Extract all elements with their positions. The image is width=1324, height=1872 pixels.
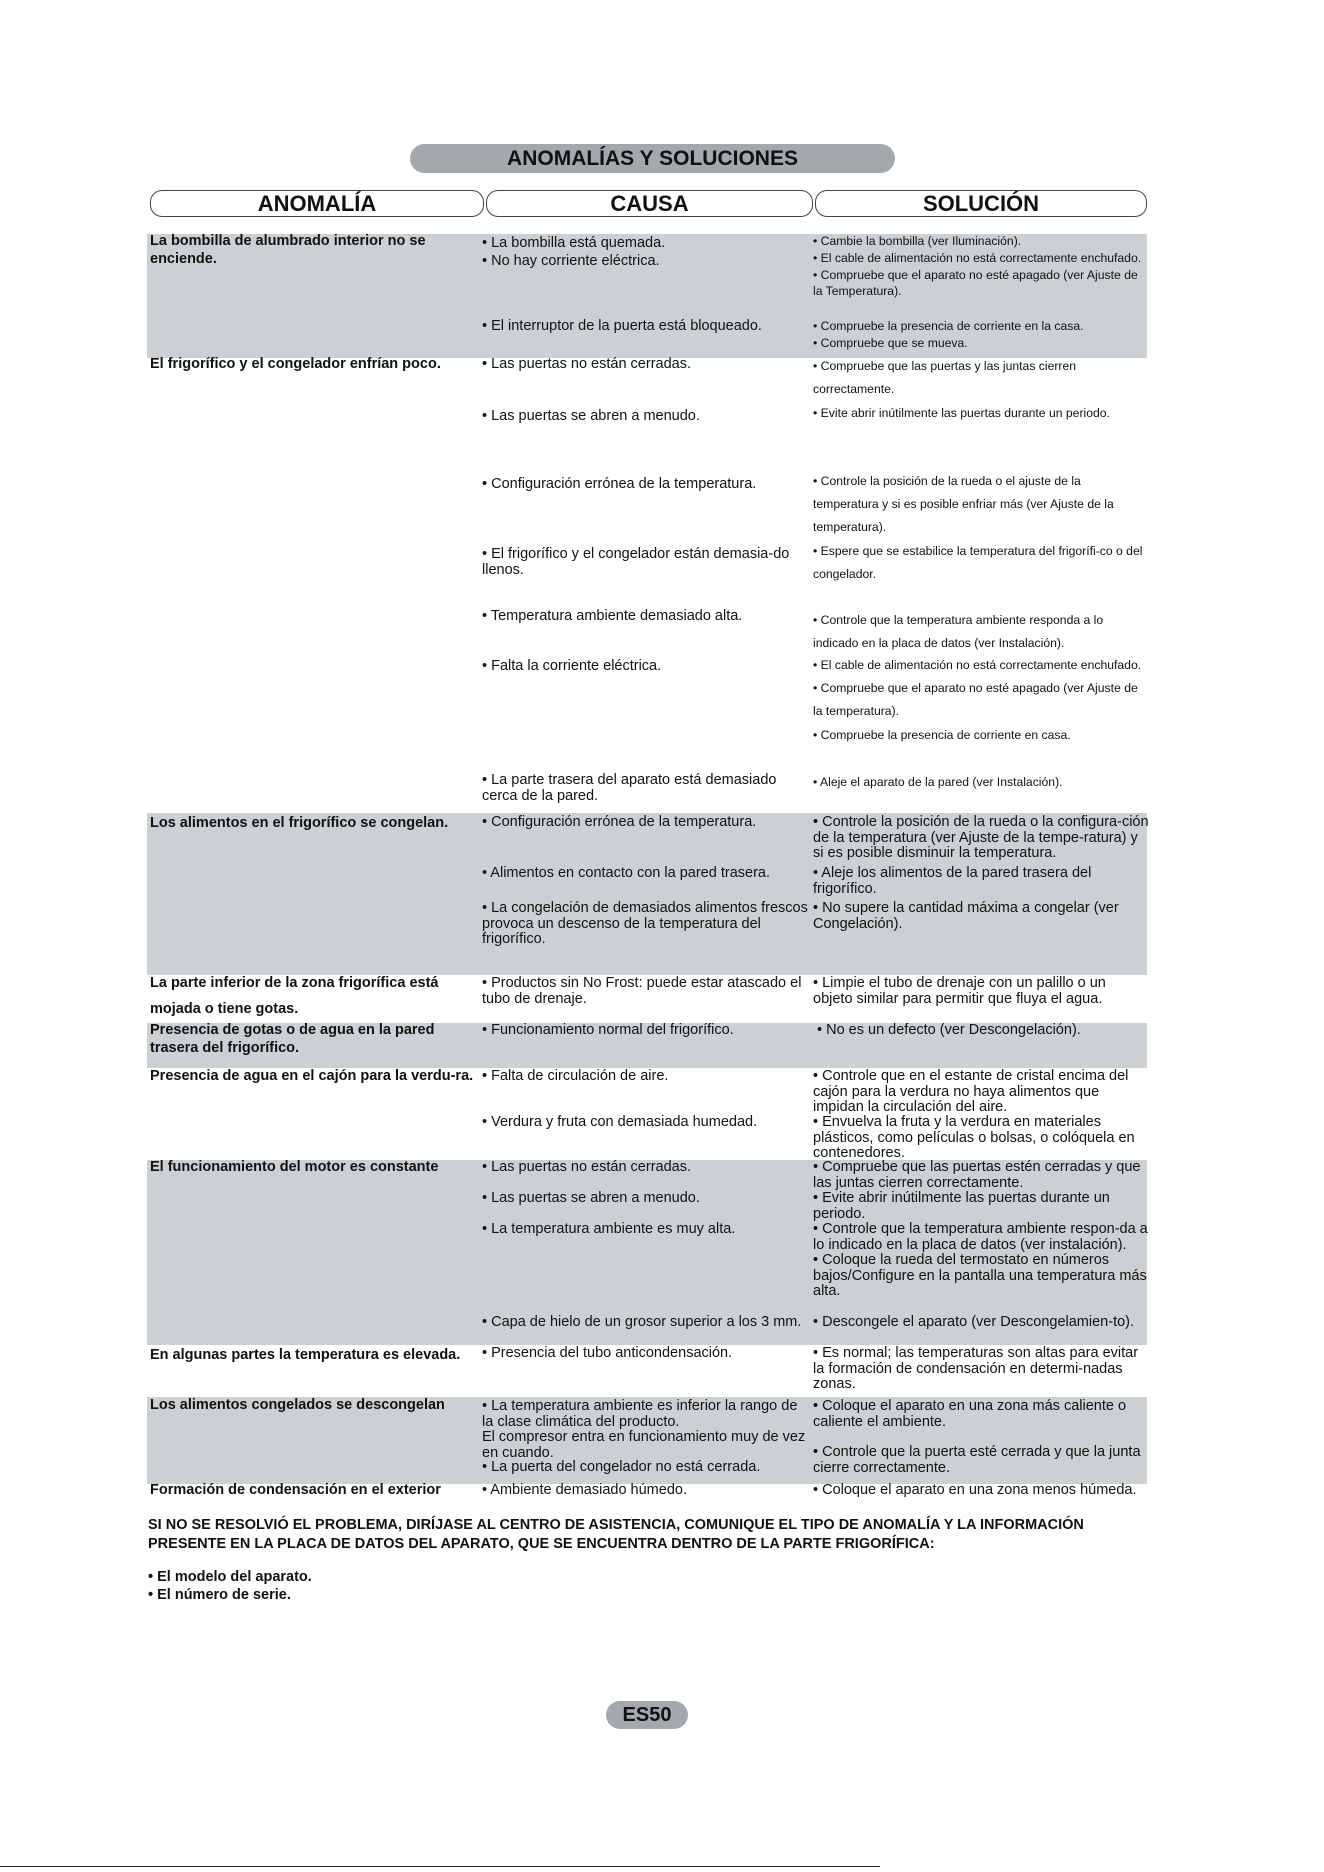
solution-text: • Coloque el aparato en una zona más caliente o caliente el ambiente.	[813, 1398, 1127, 1430]
cause-text: • Las puertas se abren a menudo.	[482, 408, 700, 424]
solution-text: • Aleje los alimentos de la pared trasera del frigorífico.	[813, 865, 1092, 897]
page-bottom-rule	[0, 1866, 880, 1867]
header-anomalia: ANOMALÍA	[150, 190, 484, 217]
service-info-list	[148, 1568, 748, 1604]
cause-text: • Las puertas se abren a menudo.	[482, 1190, 700, 1206]
anomaly-motor-constant: El funcionamiento del motor es constante	[150, 1159, 439, 1175]
page-number: ES50	[606, 1701, 688, 1729]
solution-text: • Controle que la temperatura ambiente responda a lo indicado en la placa de datos (ver Instalación).	[813, 613, 1104, 651]
solution-text: • El cable de alimentación no está correctamente enchufado. • Compruebe que el aparato no esté apagado (ver Ajuste de la temperatura). • Compruebe la presencia de corriente en casa.	[813, 658, 1142, 742]
cause-text: • Alimentos en contacto con la pared trasera.	[482, 865, 770, 881]
solution-text: • Controle que la puerta esté cerrada y que la junta cierre correctamente.	[813, 1444, 1141, 1476]
cause-text: • Ambiente demasiado húmedo.	[482, 1482, 687, 1498]
solution-text: • Descongele el aparato (ver Descongelamien-to).	[813, 1314, 1135, 1330]
cause-text: • Configuración errónea de la temperatura.	[482, 476, 757, 492]
solution-text: • No supere la cantidad máxima a congelar (ver Congelación).	[813, 900, 1119, 932]
cause-text: • La congelación de demasiados alimentos frescos provoca un descenso de la temperatura del frigorífico.	[482, 900, 808, 947]
service-note: SI NO SE RESOLVIÓ EL PROBLEMA, DIRÍJASE AL CENTRO DE ASISTENCIA, COMUNIQUE EL TIPO DE ANOMALÍA Y LA INFORMACIÓN PRESENTE EN LA PLACA DE DATOS DEL APARATO, QUE SE ENCUENTRA DENTRO DE LA PARTE FRIGORÍFICA:	[148, 1517, 1084, 1552]
list-item: • El modelo del aparato.	[148, 1569, 312, 1585]
solution-text: • Limpie el tubo de drenaje con un palillo o un objeto similar para permitir que fluya el agua.	[813, 975, 1106, 1007]
anomaly-high-temperature-zones: En algunas partes la temperatura es elevada.	[150, 1347, 461, 1363]
cause-text: • El frigorífico y el congelador están demasia-do llenos.	[482, 546, 790, 578]
cause-text: • Verdura y fruta con demasiada humedad.	[482, 1114, 758, 1130]
cause-text: • Las puertas no están cerradas.	[482, 1159, 692, 1175]
solution-text: • Controle que en el estante de cristal encima del cajón para la verdura no haya alimentos que impidan la circulación del aire.	[813, 1068, 1129, 1115]
cause-text: • La temperatura ambiente es muy alta.	[482, 1221, 736, 1237]
list-item: • El número de serie.	[148, 1587, 291, 1603]
cause-text: • La puerta del congelador no está cerrada.	[482, 1459, 761, 1475]
anomaly-external-condensation: Formación de condensación en el exterior	[150, 1482, 441, 1498]
solution-text: • No es un defecto (ver Descongelación).	[817, 1022, 1081, 1038]
cause-text: • La parte trasera del aparato está demasiado cerca de la pared.	[482, 772, 777, 804]
cause-text: • El interruptor de la puerta está bloqueado.	[482, 318, 762, 334]
anomaly-food-freezes: Los alimentos en el frigorífico se congelan.	[150, 815, 449, 831]
cause-text: • Temperatura ambiente demasiado alta.	[482, 608, 743, 624]
cause-text: • Capa de hielo de un grosor superior a los 3 mm.	[482, 1314, 802, 1330]
solution-text: • Compruebe que las puertas estén cerradas y que las juntas cierren correctamente.	[813, 1159, 1141, 1191]
solution-text: • Es normal; las temperaturas son altas para evitar la formación de condensación en determi-nadas zonas.	[813, 1345, 1139, 1392]
header-solucion: SOLUCIÓN	[815, 190, 1147, 217]
cause-text: • Configuración errónea de la temperatura.	[482, 814, 757, 830]
anomaly-frozen-food-thaws: Los alimentos congelados se descongelan	[150, 1397, 445, 1413]
solution-text: • Controle la posición de la rueda o la configura-ción de la temperatura (ver Ajuste de la tempe-ratura) y si es posible disminuir la temperatura.	[813, 814, 1149, 861]
anomaly-water-back-wall: Presencia de gotas o de agua en la pared trasera del frigorífico.	[150, 1022, 435, 1056]
cause-text: • La bombilla está quemada. • No hay corriente eléctrica.	[482, 235, 666, 269]
anomaly-bulb: La bombilla de alumbrado interior no se enciende.	[150, 233, 426, 267]
solution-text: • Aleje el aparato de la pared (ver Instalación).	[813, 775, 1063, 789]
page-title: ANOMALÍAS Y SOLUCIONES	[410, 144, 895, 173]
solution-text: • Controle la posición de la rueda o el ajuste de la temperatura y si es posible enfriar más (ver Ajuste de la temperatura).	[813, 474, 1114, 535]
anomaly-wet-bottom: La parte inferior de la zona frigorífica está	[150, 975, 439, 991]
cause-text: • Funcionamiento normal del frigorífico.	[482, 1022, 734, 1038]
solution-text: • Evite abrir inútilmente las puertas durante un periodo.	[813, 1190, 1110, 1222]
header-causa: CAUSA	[486, 190, 813, 217]
cause-text: • La temperatura ambiente es inferior la rango de la clase climática del producto. El compresor entra en funcionamiento muy de vez en cuando.	[482, 1398, 806, 1461]
cause-text: • Las puertas no están cerradas.	[482, 356, 692, 372]
cause-text: • Productos sin No Frost: puede estar atascado el tubo de drenaje.	[482, 975, 802, 1007]
solution-text: • Evite abrir inútilmente las puertas durante un periodo.	[813, 406, 1110, 420]
solution-text: • Coloque el aparato en una zona menos húmeda.	[813, 1482, 1137, 1498]
anomaly-water-vegetable-drawer: Presencia de agua en el cajón para la verdu-ra.	[150, 1068, 474, 1084]
solution-text: • Compruebe la presencia de corriente en la casa. • Compruebe que se mueva.	[813, 319, 1084, 350]
cause-text: • Presencia del tubo anticondensación.	[482, 1345, 733, 1361]
solution-text: • Controle que la temperatura ambiente respon-da a lo indicado en la placa de datos (ver instalación). • Coloque la rueda del termostato en números bajos/Configure en la pantalla una temperatura más alta.	[813, 1221, 1148, 1299]
anomaly-poor-cooling: El frigorífico y el congelador enfrían poco.	[150, 356, 441, 372]
solution-text: • Envuelva la fruta y la verdura en materiales plásticos, como películas o bolsas, o colóquela en contenedores.	[813, 1114, 1135, 1161]
anomaly-wet-bottom-line2: mojada o tiene gotas.	[150, 1001, 299, 1017]
solution-text: • Cambie la bombilla (ver Iluminación). • El cable de alimentación no está correctamente enchufado. • Compruebe que el aparato no esté apagado (ver Ajuste de la Temperatura).	[813, 234, 1142, 299]
cause-text: • Falta de circulación de aire.	[482, 1068, 669, 1084]
cause-text: • Falta la corriente eléctrica.	[482, 658, 662, 674]
solution-text: • Compruebe que las puertas y las juntas cierren correctamente.	[813, 359, 1077, 397]
solution-text: • Espere que se estabilice la temperatura del frigorífi-co o del congelador.	[813, 544, 1143, 582]
